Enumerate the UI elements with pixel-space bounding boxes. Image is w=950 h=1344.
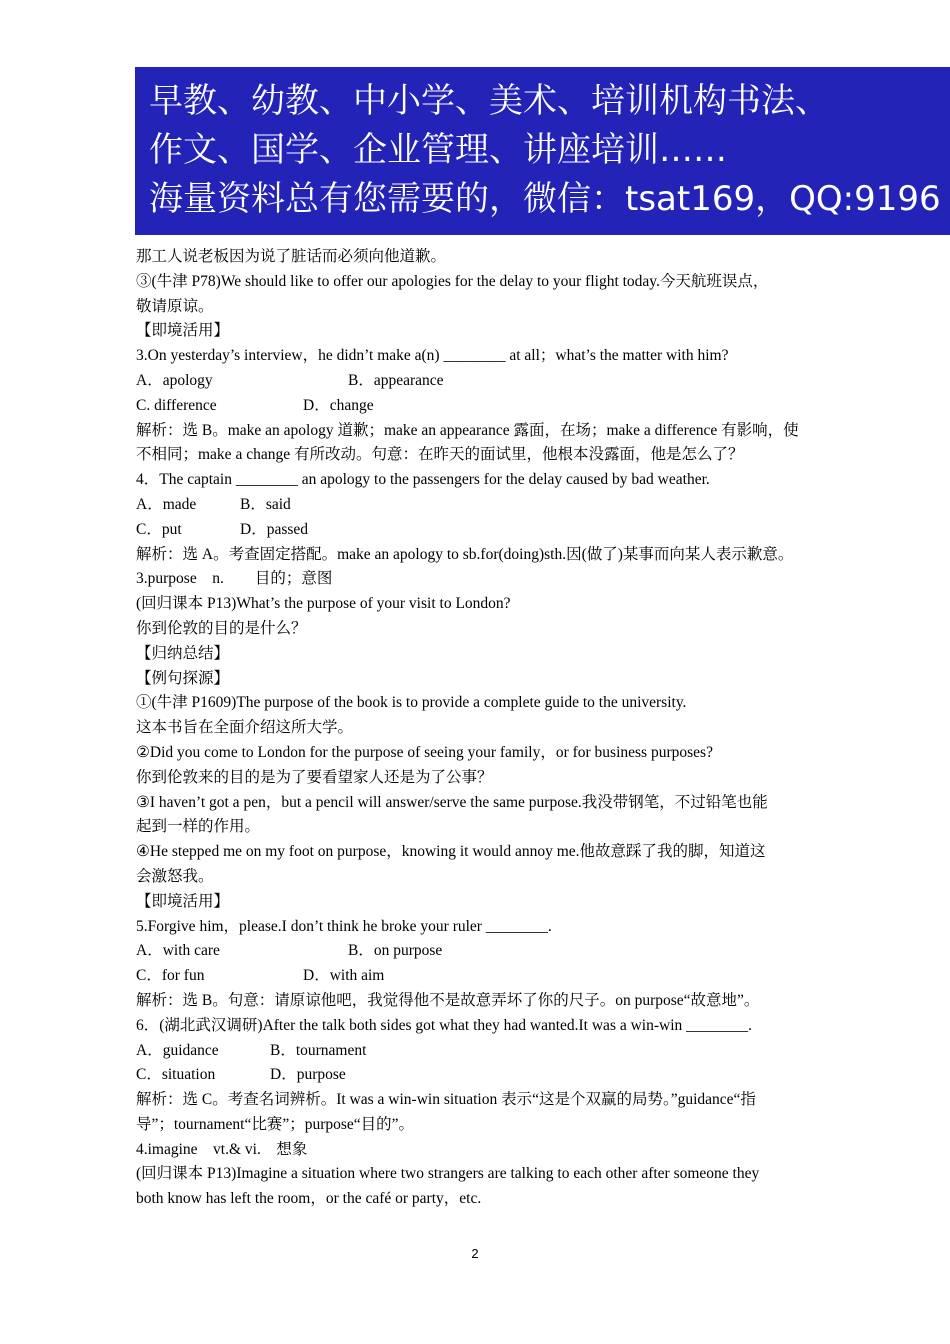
explanation: 导”；tournament“比赛”；purpose“目的”。 [136,1115,415,1133]
option: B．tournament [270,1041,367,1059]
text-line: 敬请原谅。 [136,297,214,315]
option: A．with care [136,942,220,960]
options-row [136,939,826,964]
translation: 会激怒我。 [136,867,214,885]
question: 4．The captain ________ an apology to the passengers for the delay caused by bad weather. [136,471,710,489]
text-line: 那工人说老板因为说了脏话而必须向他道歉。 [136,248,447,265]
option: D．passed [240,520,309,538]
explanation: 解析：选 B。句意：请原谅他吧，我觉得他不是故意弄坏了你的尺子。on purpose“故意地”。 [136,991,760,1009]
options-row [136,1039,826,1064]
page-number: 2 [471,1246,479,1261]
option: C．put [136,520,182,538]
vocab-heading: 3.purpose n. 目的；意图 [136,570,333,588]
vocab-heading: 4.imagine vt.& vi. 想象 [136,1140,308,1158]
document-body [136,245,826,1212]
option: B．appearance [348,371,444,389]
banner-line-3: 海量资料总有您需要的，微信：tsat169，QQ:9196 [149,179,941,219]
ad-banner [135,67,950,235]
options-row [136,964,826,989]
option: A．made [136,495,197,513]
example-sentence: ④He stepped me on my foot on purpose，knowing it would annoy me.他故意踩了我的脚，知道这 [136,843,766,861]
option: A．guidance [136,1041,219,1059]
option: C. difference [136,396,217,414]
example-sentence: ①(牛津 P1609)The purpose of the book is to provide a complete guide to the university. [136,694,687,712]
option: A．apology [136,371,213,389]
section-heading: 【即境活用】 [136,322,230,340]
section-heading: 【例句探源】 [136,669,230,687]
example-sentence: (回归课本 P13)Imagine a situation where two strangers are talking to each other after someone they [136,1165,760,1183]
options-row [136,369,826,394]
options-row [136,493,826,518]
option: B．on purpose [348,942,443,960]
option: D．purpose [270,1066,346,1084]
option: C．situation [136,1066,216,1084]
explanation: 不相同；make a change 有所改动。句意：在昨天的面试里，他根本没露面，他是怎么了？ [136,446,744,464]
options-row [136,1063,826,1088]
example-sentence: both know has left the room，or the café or party，etc. [136,1190,482,1208]
question: 6．(湖北武汉调研)After the talk both sides got what they had wanted.It was a win-win ________. [136,1016,753,1034]
option: D．change [303,396,374,414]
translation: 这本书旨在全面介绍这所大学。 [136,719,354,737]
options-row [136,518,826,543]
example-sentence: ③(牛津 P78)We should like to offer our apologies for the delay to your flight today.今天航班误点， [136,272,769,290]
example-sentence: ③I haven’t got a pen，but a pencil will answer/serve the same purpose.我没带钢笔，不过铅笔也能 [136,793,768,811]
translation: 你到伦敦来的目的是为了要看望家人还是为了公事？ [136,768,493,786]
translation: 起到一样的作用。 [136,818,261,836]
banner-line-2: 作文、国学、企业管理、讲座培训…… [149,130,727,170]
section-heading: 【归纳总结】 [136,644,230,662]
explanation: 解析：选 A。考查固定搭配。make an apology to sb.for(doing)sth.因(做了)某事而向某人表示歉意。 [136,545,794,563]
option: D．with aim [303,967,385,985]
options-row [136,394,826,419]
option: B．said [240,495,291,513]
banner-line-1: 早教、幼教、中小学、美术、培训机构书法、 [149,81,829,121]
example-sentence: ②Did you come to London for the purpose of seeing your family，or for business purposes? [136,743,713,761]
section-heading: 【即境活用】 [136,892,230,910]
example-sentence: (回归课本 P13)What’s the purpose of your visit to London? [136,595,511,613]
option: C．for fun [136,967,205,985]
explanation: 解析：选 B。make an apology 道歉；make an appearance 露面，在场；make a difference 有影响，使 [136,421,799,439]
question: 5.Forgive him，please.I don’t think he broke your ruler ________. [136,917,552,935]
translation: 你到伦敦的目的是什么？ [136,619,307,637]
explanation: 解析：选 C。考查名词辨析。It was a win-win situation 表示“这是个双赢的局势。”guidance“指 [136,1091,756,1109]
question: 3.On yesterday’s interview，he didn’t make a(n) ________ at all；what’s the matter with him? [136,347,729,365]
